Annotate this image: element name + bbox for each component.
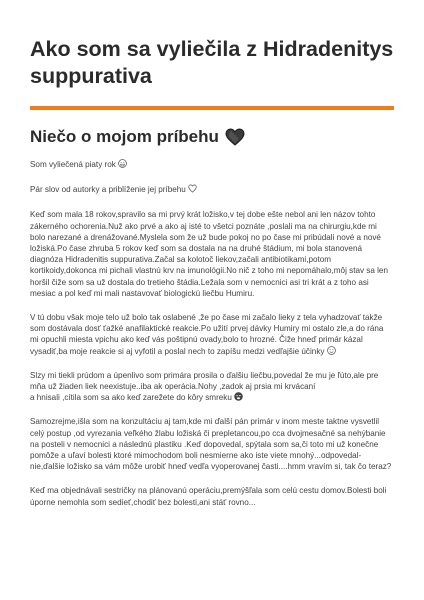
black-heart-icon	[225, 128, 245, 146]
paragraph-1: Keď som mala 18 rokov,spravilo sa mi prvý krát ložisko,v tej dobe ešte nebol ani len názov tohto zákerného ochorenia.Nuž ako prvé a ako aj isté to všetci poznáte ,poslali ma na chirurgiu,kde mi bolo narezané a drenážované.Myslela som že už bude pokoj no po čase mi pribúdali nové a nové ložiská.Po čase zhruba 5 rokov keď som sa dostala na na druhé štádium, mi bola stanovená diagnóza Hidradenitis suppurativa.Začal sa kolotoč liekov,začali antibiotikami,potom kortikoidy,dokonca mi pichali vlastnú krv na imunológii.No nič z toho mi nepomáhalo,môj stav sa len horšil čiže som sa už dostala do tretieho štádia.Ležala som v nemocnici asi tri krát a z toho asi mesiac a pol keď mi mali nastavovať biologickú liečbu Humiru.	[30, 210, 388, 298]
paragraph-4: Samozrejme,išla som na konzultáciu aj tam,kde mi ďalší pán primár v inom meste taktne vysvetlil celý postup ,od vyrezania veľkého žlabu ložiská či prepletancou,po cca dvojmesačné sa nehýbanie na posteli v nemocnici a následnú plastiku .Keď dopovedal, spýtala som sa,či toto mi už konečne pomôže a uľaví bolesti ktoré mimochodom boli nesmierne ako iste viete mnohý...odpovedal-nie,ďalšie ložisko sa vám môže urobiť hneď vedľa vyoperovanej časti....hmm vravím si, tak čo teraz?	[30, 417, 392, 472]
page-title: Ako som sa vyliečila z Hidradenitys suppurativa	[30, 37, 394, 88]
intro-line	[30, 184, 394, 195]
paragraph-3-text-b: a hnisali ,cítila som sa ako keď zarežete do kôry smreku	[30, 393, 232, 403]
crying-face-icon	[234, 392, 243, 401]
smiling-face-icon	[327, 346, 336, 355]
title-underline	[30, 106, 394, 110]
paragraph-3	[30, 370, 394, 404]
white-heart-icon	[188, 184, 197, 193]
intro-text: Pár slov od autorky a priblíženie jej príbehu	[30, 185, 186, 195]
grinning-face-icon	[118, 159, 127, 168]
paragraph-2-text: V tú dobu však moje telo už bolo tak oslabené ,že po čase mi začalo lieky z tela vyhadzovať takže som dostávala dosť ťažké anafilaktické reakcie.Po užití prvej dávky Humiry mi ostalo zle,a do rána mi opuchli miesta vpichu ako keď vás poštipnú ovady,bolo to hrozné. Čiže hneď primár kázal vysadiť,ba moje reakcie si aj vyfotil a poslal nech to zapíšu medzi vedľajšie účinky	[30, 313, 384, 356]
section-heading-text: Niečo o mojom príbehu	[30, 127, 219, 146]
section-heading	[30, 126, 394, 148]
paragraph-5: Keď ma objednávali sestričky na plánovanú operáciu,premýšľala som celú cestu domov.Bolesti boli úporne nemohla som sedieť,chodiť bez bolesti,ani stáť rovno...	[30, 486, 387, 507]
paragraph-2	[30, 312, 394, 357]
paragraph-3-text-a: Slzy mi tiekli prúdom a úpenlivo som primára prosila o ďalšiu liečbu,povedal že mu je ľúto,ale pre mňa už žiaden liek neexistuje..iba ak operácia.Nohy ,zadok aj prsia mi krvácaní	[30, 370, 379, 392]
signed-line	[30, 159, 394, 170]
signed-text: Som vyliečená piaty rok	[30, 160, 116, 169]
